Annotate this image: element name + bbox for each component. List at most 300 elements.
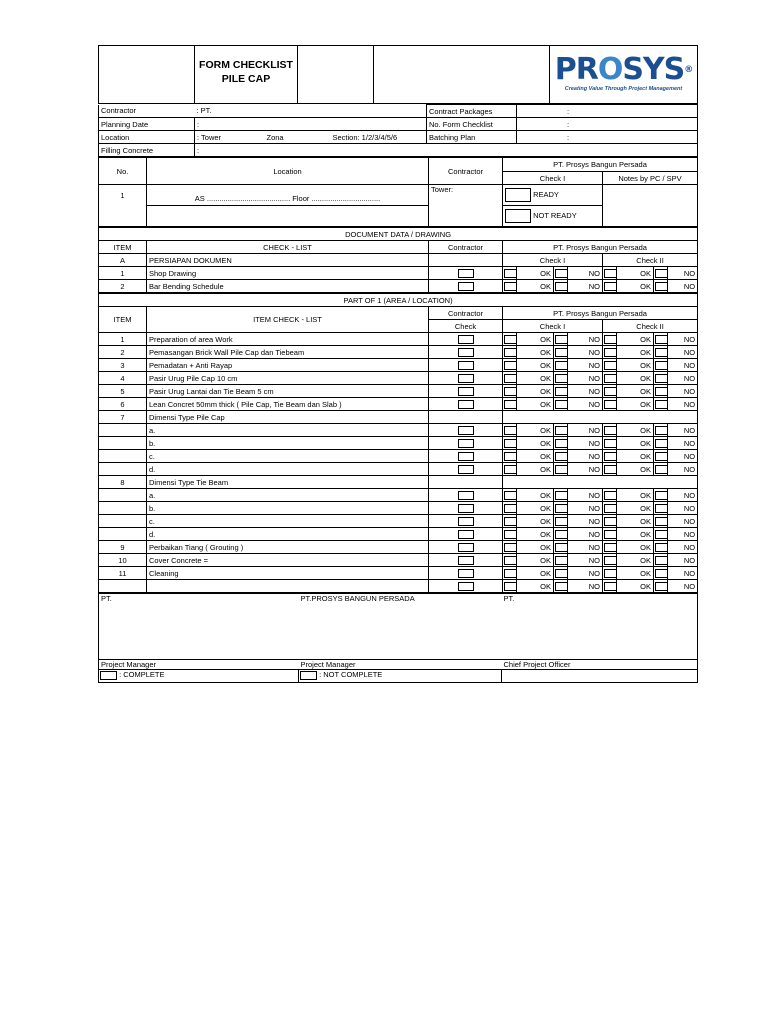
sign-mid-role: Project Manager — [299, 660, 502, 670]
checkbox[interactable] — [555, 282, 568, 291]
contractor-checkbox[interactable] — [458, 400, 474, 409]
checkbox[interactable] — [555, 387, 568, 396]
checkbox[interactable] — [504, 556, 517, 565]
checkbox[interactable] — [655, 282, 668, 291]
row-contractor-check[interactable] — [429, 463, 503, 476]
row-check2-ok-box[interactable] — [603, 333, 617, 346]
row-check1-no-box[interactable] — [554, 437, 568, 450]
row-check1-ok-label: OK — [517, 385, 554, 398]
contractor-checkbox[interactable] — [458, 569, 474, 578]
row-label: Shop Drawing — [147, 267, 429, 280]
row-check2-ok-box[interactable] — [603, 554, 617, 567]
checkbox[interactable] — [555, 543, 568, 552]
checkbox[interactable] — [504, 439, 517, 448]
row-check2-no-label: NO — [668, 541, 698, 554]
check1-header: Check I — [503, 172, 603, 185]
row-contractor-check[interactable] — [429, 280, 503, 293]
contractor-checkbox[interactable] — [458, 517, 474, 526]
row-contractor-check[interactable] — [429, 424, 503, 437]
checkbox[interactable] — [504, 530, 517, 539]
section-label: Section: 1/2/3/4/5/6 — [331, 131, 427, 144]
checkbox[interactable] — [604, 452, 617, 461]
row-check2-no-box[interactable] — [654, 567, 668, 580]
row-check2-ok-box[interactable] — [603, 528, 617, 541]
row-check2-no-box[interactable] — [654, 515, 668, 528]
row-check1-ok-box[interactable] — [503, 541, 517, 554]
row-check2-ok-label: OK — [617, 267, 654, 280]
row-check1-ok-box[interactable] — [503, 515, 517, 528]
row-contractor-check[interactable] — [429, 567, 503, 580]
row-contractor-check[interactable] — [429, 554, 503, 567]
table-row — [99, 398, 698, 411]
row-check1-ok-box[interactable] — [503, 489, 517, 502]
row-check1-no-box[interactable] — [554, 385, 568, 398]
checkbox[interactable] — [504, 400, 517, 409]
checkbox[interactable] — [604, 465, 617, 474]
contractor-checkbox[interactable] — [458, 452, 474, 461]
checkbox[interactable] — [604, 569, 617, 578]
row-contractor-check[interactable] — [429, 502, 503, 515]
row-item-no — [99, 502, 147, 515]
checkbox[interactable] — [655, 491, 668, 500]
row-check2-ok-box[interactable] — [603, 463, 617, 476]
row-check1-ok-label: OK — [517, 489, 554, 502]
row-check2-ok-box[interactable] — [603, 280, 617, 293]
row-check2-ok-label: OK — [617, 554, 654, 567]
row-check2-ok-box[interactable] — [603, 437, 617, 450]
legend-complete — [99, 670, 299, 683]
checkbox[interactable] — [655, 374, 668, 383]
ready-label: READY — [533, 189, 559, 199]
doc-group-label: PERSIAPAN DOKUMEN — [147, 254, 429, 267]
checkbox[interactable] — [655, 556, 668, 565]
table-row — [99, 450, 698, 463]
row-check2-no-box[interactable] — [654, 424, 668, 437]
row-check1-ok-box[interactable] — [503, 385, 517, 398]
row-check1-ok-label: OK — [517, 333, 554, 346]
checkbox[interactable] — [504, 582, 517, 591]
checkbox[interactable] — [555, 569, 568, 578]
row-item-no: 4 — [99, 372, 147, 385]
not-ready-checkbox[interactable] — [505, 209, 531, 223]
checkbox[interactable] — [604, 374, 617, 383]
checkbox[interactable] — [555, 374, 568, 383]
checkbox[interactable] — [655, 348, 668, 357]
row-check1-no-label: NO — [568, 346, 603, 359]
checkbox[interactable] — [504, 426, 517, 435]
checkbox[interactable] — [655, 335, 668, 344]
row-check2-no-box[interactable] — [654, 528, 668, 541]
checkbox[interactable] — [604, 335, 617, 344]
checkbox[interactable] — [655, 269, 668, 278]
checkbox[interactable] — [655, 530, 668, 539]
table-row — [99, 463, 698, 476]
row-item-no: 11 — [99, 567, 147, 580]
checkbox[interactable] — [555, 556, 568, 565]
checkbox[interactable] — [504, 269, 517, 278]
row-contractor-check[interactable] — [429, 515, 503, 528]
row-check2-no-box[interactable] — [654, 463, 668, 476]
checkbox[interactable] — [504, 348, 517, 357]
notes-field[interactable] — [603, 185, 698, 227]
row-label: c. — [147, 515, 429, 528]
row-check2-ok-box[interactable] — [603, 267, 617, 280]
row-check2-no-box[interactable] — [654, 267, 668, 280]
row-check1-no-box[interactable] — [554, 554, 568, 567]
contractor-checkbox[interactable] — [458, 387, 474, 396]
sign-left[interactable] — [99, 594, 299, 660]
legend-complete-box — [100, 671, 117, 680]
filling-concrete-value: : — [195, 144, 698, 157]
row-check1-ok-box[interactable] — [503, 554, 517, 567]
row-check2-ok-box[interactable] — [603, 580, 617, 593]
row-check2-ok-box[interactable] — [603, 515, 617, 528]
contractor-checkbox[interactable] — [458, 439, 474, 448]
contractor-checkbox[interactable] — [458, 348, 474, 357]
checkbox[interactable] — [604, 348, 617, 357]
sign-mid[interactable] — [299, 594, 502, 660]
contractor-checkbox[interactable] — [458, 491, 474, 500]
row-empty-checks — [503, 411, 698, 424]
contractor-checkbox[interactable] — [458, 504, 474, 513]
row-contractor-check — [429, 411, 503, 424]
row-label: Bar Bending Schedule — [147, 280, 429, 293]
checkbox[interactable] — [504, 491, 517, 500]
row-contractor-check[interactable] — [429, 450, 503, 463]
row-check1-ok-box[interactable] — [503, 359, 517, 372]
row-label: b. — [147, 437, 429, 450]
header-blank-right — [374, 46, 550, 104]
row-check1-ok-label: OK — [517, 346, 554, 359]
row-check1-no-box[interactable] — [554, 463, 568, 476]
row-check1-ok-box[interactable] — [503, 580, 517, 593]
row-contractor-check[interactable] — [429, 580, 503, 593]
checkbox[interactable] — [604, 491, 617, 500]
row-check1-ok-label: OK — [517, 580, 554, 593]
row-check2-ok-box[interactable] — [603, 372, 617, 385]
table-row — [99, 437, 698, 450]
row-check1-ok-label: OK — [517, 372, 554, 385]
row-check2-no-box[interactable] — [654, 333, 668, 346]
row-check1-ok-box[interactable] — [503, 528, 517, 541]
contractor-checkbox[interactable] — [458, 269, 474, 278]
checkbox[interactable] — [604, 400, 617, 409]
row-check2-no-box[interactable] — [654, 385, 668, 398]
checkbox[interactable] — [504, 282, 517, 291]
checkbox[interactable] — [655, 543, 668, 552]
checkbox[interactable] — [504, 361, 517, 370]
row-check2-no-label: NO — [668, 372, 698, 385]
contractor-checkbox[interactable] — [458, 543, 474, 552]
checkbox[interactable] — [555, 517, 568, 526]
row-label: Cover Concrete = — [147, 554, 429, 567]
row-check1-ok-label: OK — [517, 567, 554, 580]
row-check1-no-label: NO — [568, 541, 603, 554]
row-check1-ok-label: OK — [517, 437, 554, 450]
checkbox[interactable] — [655, 439, 668, 448]
ready-checkbox[interactable] — [505, 188, 531, 202]
form-title-line1: FORM CHECKLIST — [199, 59, 293, 71]
row-check2-ok-label: OK — [617, 385, 654, 398]
row-check2-no-box[interactable] — [654, 398, 668, 411]
contractor-header: Contractor — [429, 158, 503, 185]
row-check1-no-box[interactable] — [554, 502, 568, 515]
row-check1-no-label: NO — [568, 450, 603, 463]
row-check2-no-box[interactable] — [654, 280, 668, 293]
row-check2-no-box[interactable] — [654, 359, 668, 372]
checkbox[interactable] — [604, 387, 617, 396]
checkbox[interactable] — [555, 269, 568, 278]
row-contractor-check[interactable] — [429, 541, 503, 554]
contractor-checkbox[interactable] — [458, 361, 474, 370]
row-contractor-check — [429, 476, 503, 489]
not-ready-option[interactable] — [503, 206, 603, 227]
checkbox[interactable] — [555, 582, 568, 591]
contractor-checkbox[interactable] — [458, 374, 474, 383]
location-value: : Tower — [195, 131, 265, 144]
row-check2-ok-box[interactable] — [603, 398, 617, 411]
table-row — [99, 476, 698, 489]
checkbox[interactable] — [604, 282, 617, 291]
row-check1-no-box[interactable] — [554, 515, 568, 528]
row-check1-no-box[interactable] — [554, 346, 568, 359]
checkbox[interactable] — [555, 400, 568, 409]
contractor-checkbox[interactable] — [458, 465, 474, 474]
tower-field[interactable]: Tower: — [429, 185, 503, 227]
row-check1-no-box[interactable] — [554, 541, 568, 554]
checkbox[interactable] — [604, 582, 617, 591]
checklist-form — [98, 45, 697, 683]
row-check1-ok-box[interactable] — [503, 463, 517, 476]
checkbox[interactable] — [604, 361, 617, 370]
row-check1-no-box[interactable] — [554, 280, 568, 293]
checkbox[interactable] — [504, 335, 517, 344]
row-check1-no-label: NO — [568, 280, 603, 293]
row-contractor-check[interactable] — [429, 489, 503, 502]
row-contractor-check[interactable] — [429, 333, 503, 346]
header-blank-left — [99, 46, 195, 104]
row-check2-no-box[interactable] — [654, 502, 668, 515]
row-contractor-check[interactable] — [429, 372, 503, 385]
row-check1-ok-label: OK — [517, 528, 554, 541]
row-check2-ok-box[interactable] — [603, 346, 617, 359]
checkbox[interactable] — [655, 387, 668, 396]
checkbox[interactable] — [555, 361, 568, 370]
row-check1-no-box[interactable] — [554, 424, 568, 437]
row-item-no: 1 — [99, 267, 147, 280]
row-check2-ok-box[interactable] — [603, 567, 617, 580]
row-check1-no-box[interactable] — [554, 567, 568, 580]
checkbox[interactable] — [655, 426, 668, 435]
checkbox[interactable] — [555, 426, 568, 435]
checkbox[interactable] — [504, 504, 517, 513]
row-check2-ok-box[interactable] — [603, 424, 617, 437]
row-check1-ok-box[interactable] — [503, 450, 517, 463]
checkbox[interactable] — [604, 504, 617, 513]
row-check1-no-box[interactable] — [554, 450, 568, 463]
checkbox[interactable] — [655, 569, 668, 578]
row-check2-no-label: NO — [668, 424, 698, 437]
row-check2-ok-box[interactable] — [603, 385, 617, 398]
row-contractor-check[interactable] — [429, 437, 503, 450]
row-check1-ok-label: OK — [517, 502, 554, 515]
row-item-no — [99, 515, 147, 528]
row-check1-ok-box[interactable] — [503, 437, 517, 450]
contractor-checkbox[interactable] — [458, 282, 474, 291]
doc-check2-header: Check II — [603, 254, 698, 267]
row-contractor-check[interactable] — [429, 528, 503, 541]
row-check1-no-box[interactable] — [554, 489, 568, 502]
row-check1-ok-box[interactable] — [503, 333, 517, 346]
row-check2-ok-box[interactable] — [603, 489, 617, 502]
checkbox[interactable] — [604, 269, 617, 278]
row-check2-ok-label: OK — [617, 502, 654, 515]
checkbox[interactable] — [555, 504, 568, 513]
row-label: Preparation of area Work — [147, 333, 429, 346]
row-item-no: 7 — [99, 411, 147, 424]
table-row — [99, 267, 698, 280]
checkbox[interactable] — [504, 569, 517, 578]
row-item-no: 2 — [99, 280, 147, 293]
checkbox[interactable] — [504, 517, 517, 526]
checkbox[interactable] — [555, 491, 568, 500]
prosys-header: PT. Prosys Bangun Persada — [503, 158, 698, 172]
row-check1-ok-box[interactable] — [503, 398, 517, 411]
checkbox[interactable] — [655, 582, 668, 591]
row-check2-ok-label: OK — [617, 528, 654, 541]
row-contractor-check[interactable] — [429, 346, 503, 359]
sign-right[interactable] — [502, 594, 698, 660]
location-label: Location — [99, 131, 195, 144]
row-check1-no-label: NO — [568, 567, 603, 580]
row-label: Pasir Urug Pile Cap 10 cm — [147, 372, 429, 385]
row-check1-ok-box[interactable] — [503, 567, 517, 580]
row-check2-ok-label: OK — [617, 346, 654, 359]
checkbox[interactable] — [604, 530, 617, 539]
row-check1-no-label: NO — [568, 359, 603, 372]
row-item-no: 1 — [99, 333, 147, 346]
checkbox[interactable] — [655, 504, 668, 513]
row-contractor-check[interactable] — [429, 267, 503, 280]
row-check2-ok-box[interactable] — [603, 359, 617, 372]
row-check2-no-box[interactable] — [654, 554, 668, 567]
row-check2-ok-box[interactable] — [603, 450, 617, 463]
checkbox[interactable] — [504, 465, 517, 474]
row-label: a. — [147, 489, 429, 502]
checkbox[interactable] — [604, 556, 617, 565]
contractor-checkbox[interactable] — [458, 582, 474, 591]
checkbox[interactable] — [655, 517, 668, 526]
row-check1-no-box[interactable] — [554, 333, 568, 346]
row-check2-no-box[interactable] — [654, 450, 668, 463]
row-check1-ok-box[interactable] — [503, 502, 517, 515]
table-row — [99, 424, 698, 437]
row-check1-ok-box[interactable] — [503, 267, 517, 280]
row-check1-ok-box[interactable] — [503, 280, 517, 293]
contractor-checkbox[interactable] — [458, 530, 474, 539]
row-check2-ok-label: OK — [617, 567, 654, 580]
checkbox[interactable] — [555, 348, 568, 357]
row-contractor-check[interactable] — [429, 359, 503, 372]
row-check1-no-box[interactable] — [554, 359, 568, 372]
checkbox[interactable] — [555, 439, 568, 448]
doc-item-header: ITEM — [99, 241, 147, 254]
checkbox[interactable] — [655, 452, 668, 461]
row-check2-no-box[interactable] — [654, 541, 668, 554]
doc-group-contractor — [429, 254, 503, 267]
row-check2-no-box[interactable] — [654, 580, 668, 593]
row-check2-ok-label: OK — [617, 280, 654, 293]
row-check1-no-box[interactable] — [554, 372, 568, 385]
ready-option[interactable] — [503, 185, 603, 206]
doc-contractor-header: Contractor — [429, 241, 503, 254]
row-item-no — [99, 437, 147, 450]
checkbox[interactable] — [555, 530, 568, 539]
checkbox[interactable] — [604, 543, 617, 552]
row-check1-ok-box[interactable] — [503, 346, 517, 359]
row-check1-no-box[interactable] — [554, 580, 568, 593]
row-check2-no-box[interactable] — [654, 372, 668, 385]
checkbox[interactable] — [604, 517, 617, 526]
row-item-no — [99, 424, 147, 437]
checkbox[interactable] — [655, 400, 668, 409]
row-check2-no-box[interactable] — [654, 437, 668, 450]
row-check1-no-box[interactable] — [554, 398, 568, 411]
row-check2-no-label: NO — [668, 528, 698, 541]
row-contractor-check[interactable] — [429, 398, 503, 411]
zona-label: Zona — [265, 131, 331, 144]
row-check1-no-box[interactable] — [554, 528, 568, 541]
legend-blank — [502, 670, 698, 683]
row-check2-no-box[interactable] — [654, 489, 668, 502]
row-check2-no-label: NO — [668, 280, 698, 293]
row-check2-ok-box[interactable] — [603, 541, 617, 554]
sign-left-company: PT. — [101, 594, 112, 603]
checkbox[interactable] — [604, 426, 617, 435]
checkbox[interactable] — [504, 452, 517, 461]
batching-plan-value: : — [517, 131, 698, 144]
row-check2-no-label: NO — [668, 333, 698, 346]
row-check1-ok-box[interactable] — [503, 372, 517, 385]
checkbox[interactable] — [655, 361, 668, 370]
row-label: c. — [147, 450, 429, 463]
contractor-checkbox[interactable] — [458, 335, 474, 344]
row-check1-ok-box[interactable] — [503, 424, 517, 437]
checkbox[interactable] — [655, 465, 668, 474]
contractor-checkbox[interactable] — [458, 556, 474, 565]
checkbox[interactable] — [555, 452, 568, 461]
row-check1-no-box[interactable] — [554, 267, 568, 280]
row-check2-no-label: NO — [668, 450, 698, 463]
row-check2-no-box[interactable] — [654, 346, 668, 359]
row-label: Cleaning — [147, 567, 429, 580]
sign-right-role: Chief Project Officer — [502, 660, 698, 670]
checkbox[interactable] — [504, 374, 517, 383]
checkbox[interactable] — [504, 543, 517, 552]
row-contractor-check[interactable] — [429, 385, 503, 398]
checkbox[interactable] — [504, 387, 517, 396]
checkbox[interactable] — [555, 465, 568, 474]
contractor-checkbox[interactable] — [458, 426, 474, 435]
row-check2-ok-box[interactable] — [603, 502, 617, 515]
contractor-value: : PT. — [195, 105, 427, 118]
checkbox[interactable] — [604, 439, 617, 448]
row-item-no: 6 — [99, 398, 147, 411]
checkbox[interactable] — [555, 335, 568, 344]
row-check2-ok-label: OK — [617, 463, 654, 476]
row-label: Pemasangan Brick Wall Pile Cap dan Tiebeam — [147, 346, 429, 359]
row-check2-no-label: NO — [668, 359, 698, 372]
